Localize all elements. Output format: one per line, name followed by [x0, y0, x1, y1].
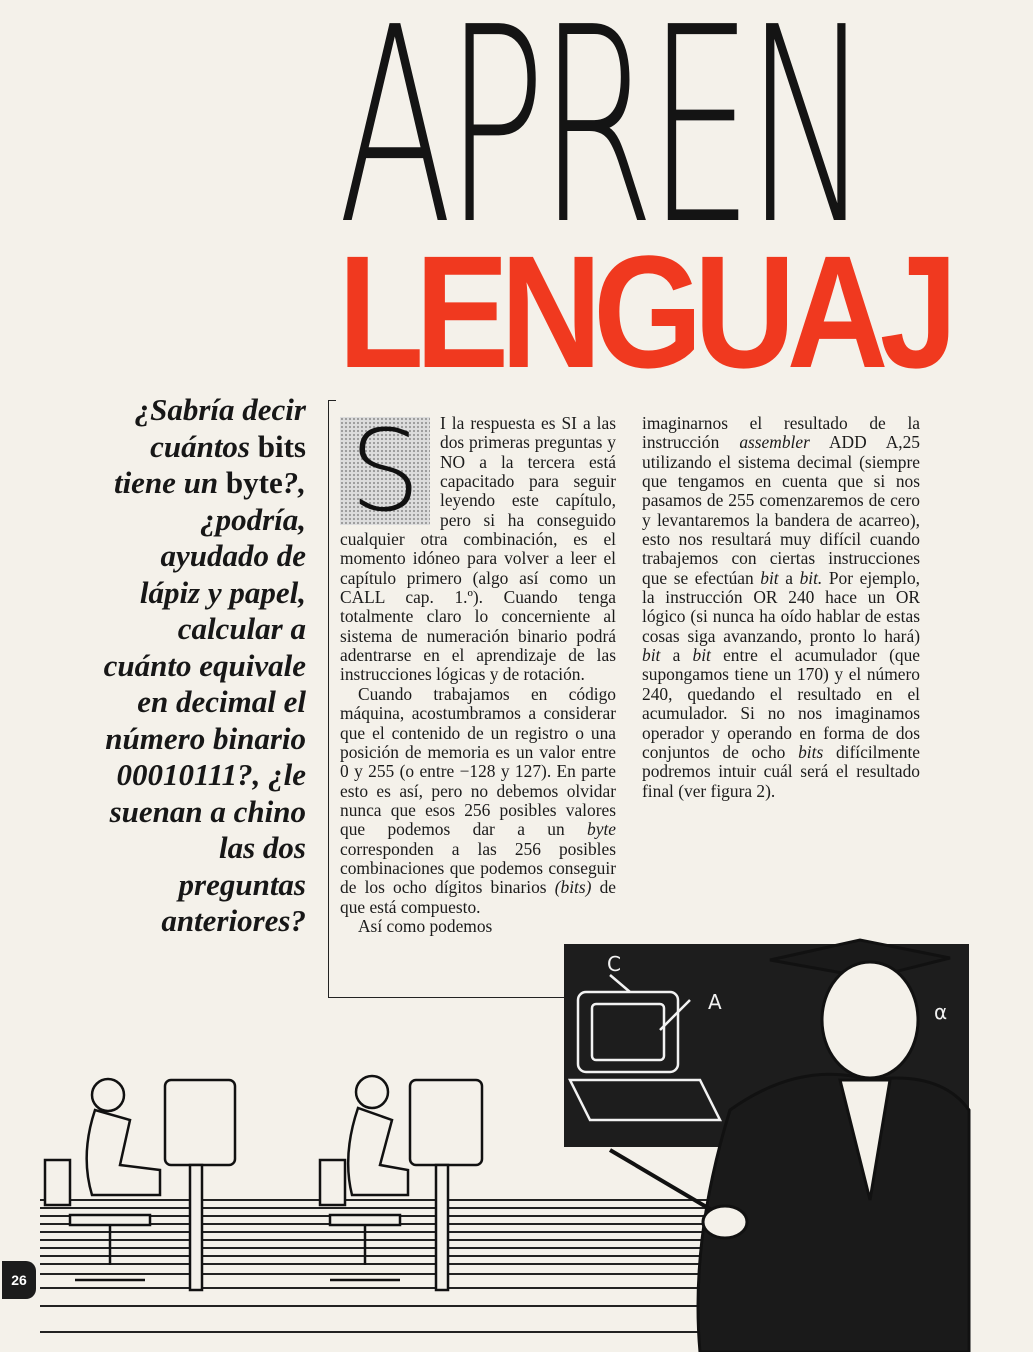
paragraph-text: I la respuesta es SI a las dos primeras preguntas y NO a la tercera está capacitado para seguir leyendo este capítulo, pero si ha conseguido cualquier otra combinación, es el momento idóneo para volver a leer el capítulo primero (algo así como un CALL cap. 1.º). Cuando tenga totalmente claro lo concerniente al sistema de numeración binario podrá adentrarse en el aprendizaje de las instrucciones lógicas y de rotación.	[340, 413, 616, 685]
deck-line: calcular a	[177, 611, 306, 646]
paragraph-text: difícilmente podremos intuir cuál será el resultado final (ver figura 2).	[642, 741, 921, 801]
deck-line: ¿podría,	[200, 501, 306, 537]
intro-deck	[100, 392, 306, 940]
frame-rule	[328, 400, 336, 401]
page-number: 26	[2, 1261, 36, 1299]
deck-line: lápiz y papel,	[139, 574, 306, 610]
chalk-label-a: A	[708, 990, 722, 1014]
deck-line	[100, 465, 306, 502]
frame-rule	[328, 400, 329, 998]
deck-text: tiene un	[113, 465, 226, 500]
paragraph: Así como podemos	[358, 915, 493, 936]
paragraph-text: a	[778, 567, 800, 588]
deck-text: byte	[225, 465, 283, 500]
paragraph	[642, 414, 920, 801]
deck-line: anteriores?	[161, 903, 306, 938]
paragraph-text: a	[660, 645, 693, 666]
paragraph-text: bit	[642, 645, 661, 666]
paragraph-text: bit.	[799, 567, 823, 588]
paragraph-text: imaginarnos el resultado de la instrucción	[642, 413, 920, 453]
paragraph-text: bit	[692, 645, 711, 666]
deck-line: suenan a chino	[109, 793, 306, 829]
deck-line: preguntas	[178, 866, 306, 902]
drop-cap: S	[340, 417, 430, 525]
illustration	[0, 940, 969, 1352]
paragraph-text: entre el acumulador (que supongamos tiene un 170) y el número 240, quedando el resultado en el acumulador. Si no nos imaginamos operador y operando en forma de dos conjuntos de ocho	[642, 645, 920, 762]
student-silhouette	[320, 1076, 482, 1290]
paragraph-text: byte	[587, 819, 616, 840]
paragraph-text: corresponden a las 256 posibles combinaciones que podemos conseguir de los ocho dígitos binarios	[340, 838, 616, 898]
deck-line: en decimal el	[137, 684, 306, 719]
deck-line: ayudado de	[160, 538, 306, 573]
headline-line-2	[338, 222, 969, 401]
paragraph-text: Por ejemplo, la instrucción OR 240 hace un OR lógico (si nunca ha oído hablar de estas cosas siga avanzando, pronto lo hará)	[642, 567, 920, 646]
paragraph	[340, 407, 616, 685]
body-column-1	[340, 407, 616, 936]
headline-line-1: APREN	[338, 0, 864, 284]
deck-line: cuánto equivale	[103, 647, 306, 683]
paragraph-text: de que está compuesto.	[340, 877, 616, 917]
deck-line	[100, 429, 306, 466]
paragraph-text: assembler	[739, 432, 810, 453]
deck-line: 00010111?, ¿le	[116, 757, 306, 792]
paragraph-text: bits	[798, 741, 824, 762]
deck-line: las dos	[219, 830, 306, 865]
deck-line: número binario	[105, 720, 306, 756]
deck-line: ¿Sabría decir	[134, 392, 306, 427]
body-column-2	[642, 414, 920, 801]
chalk-label-alpha: α	[934, 1000, 948, 1024]
paragraph-text: (bits)	[554, 877, 592, 898]
computer-drawing	[570, 975, 720, 1120]
deck-text: cuántos	[150, 428, 258, 464]
paragraph-text: ADD A,25 utilizando el sistema decimal (siempre que tengamos en cuenta que si nos pasamos de 255 comenzaremos de cero y levantaremos la bandera de acarreo), esto nos resultará muy difícil cuando trabajemos con ciertas instrucciones que se efectúan	[642, 432, 921, 588]
deck-text: ?,	[282, 465, 306, 500]
paragraph	[340, 685, 616, 917]
paragraph-text: bit	[760, 567, 779, 588]
headline-line-2-text: LENGUAJ	[338, 222, 950, 401]
paragraph-text: Cuando trabajamos en código máquina, acostumbramos a considerar que el contenido de un registro o una posición de memoria es un valor entre 0 y 255 (o entre −128 y 127). En parte esto es así, pero no debemos olvidar nunca que esos 256 posibles valores que podemos dar a un	[340, 683, 616, 840]
deck-text: bits	[257, 428, 306, 464]
professor-drawing	[610, 940, 969, 1352]
student-silhouette	[45, 1079, 235, 1290]
chalk-label-c: C	[607, 952, 621, 976]
